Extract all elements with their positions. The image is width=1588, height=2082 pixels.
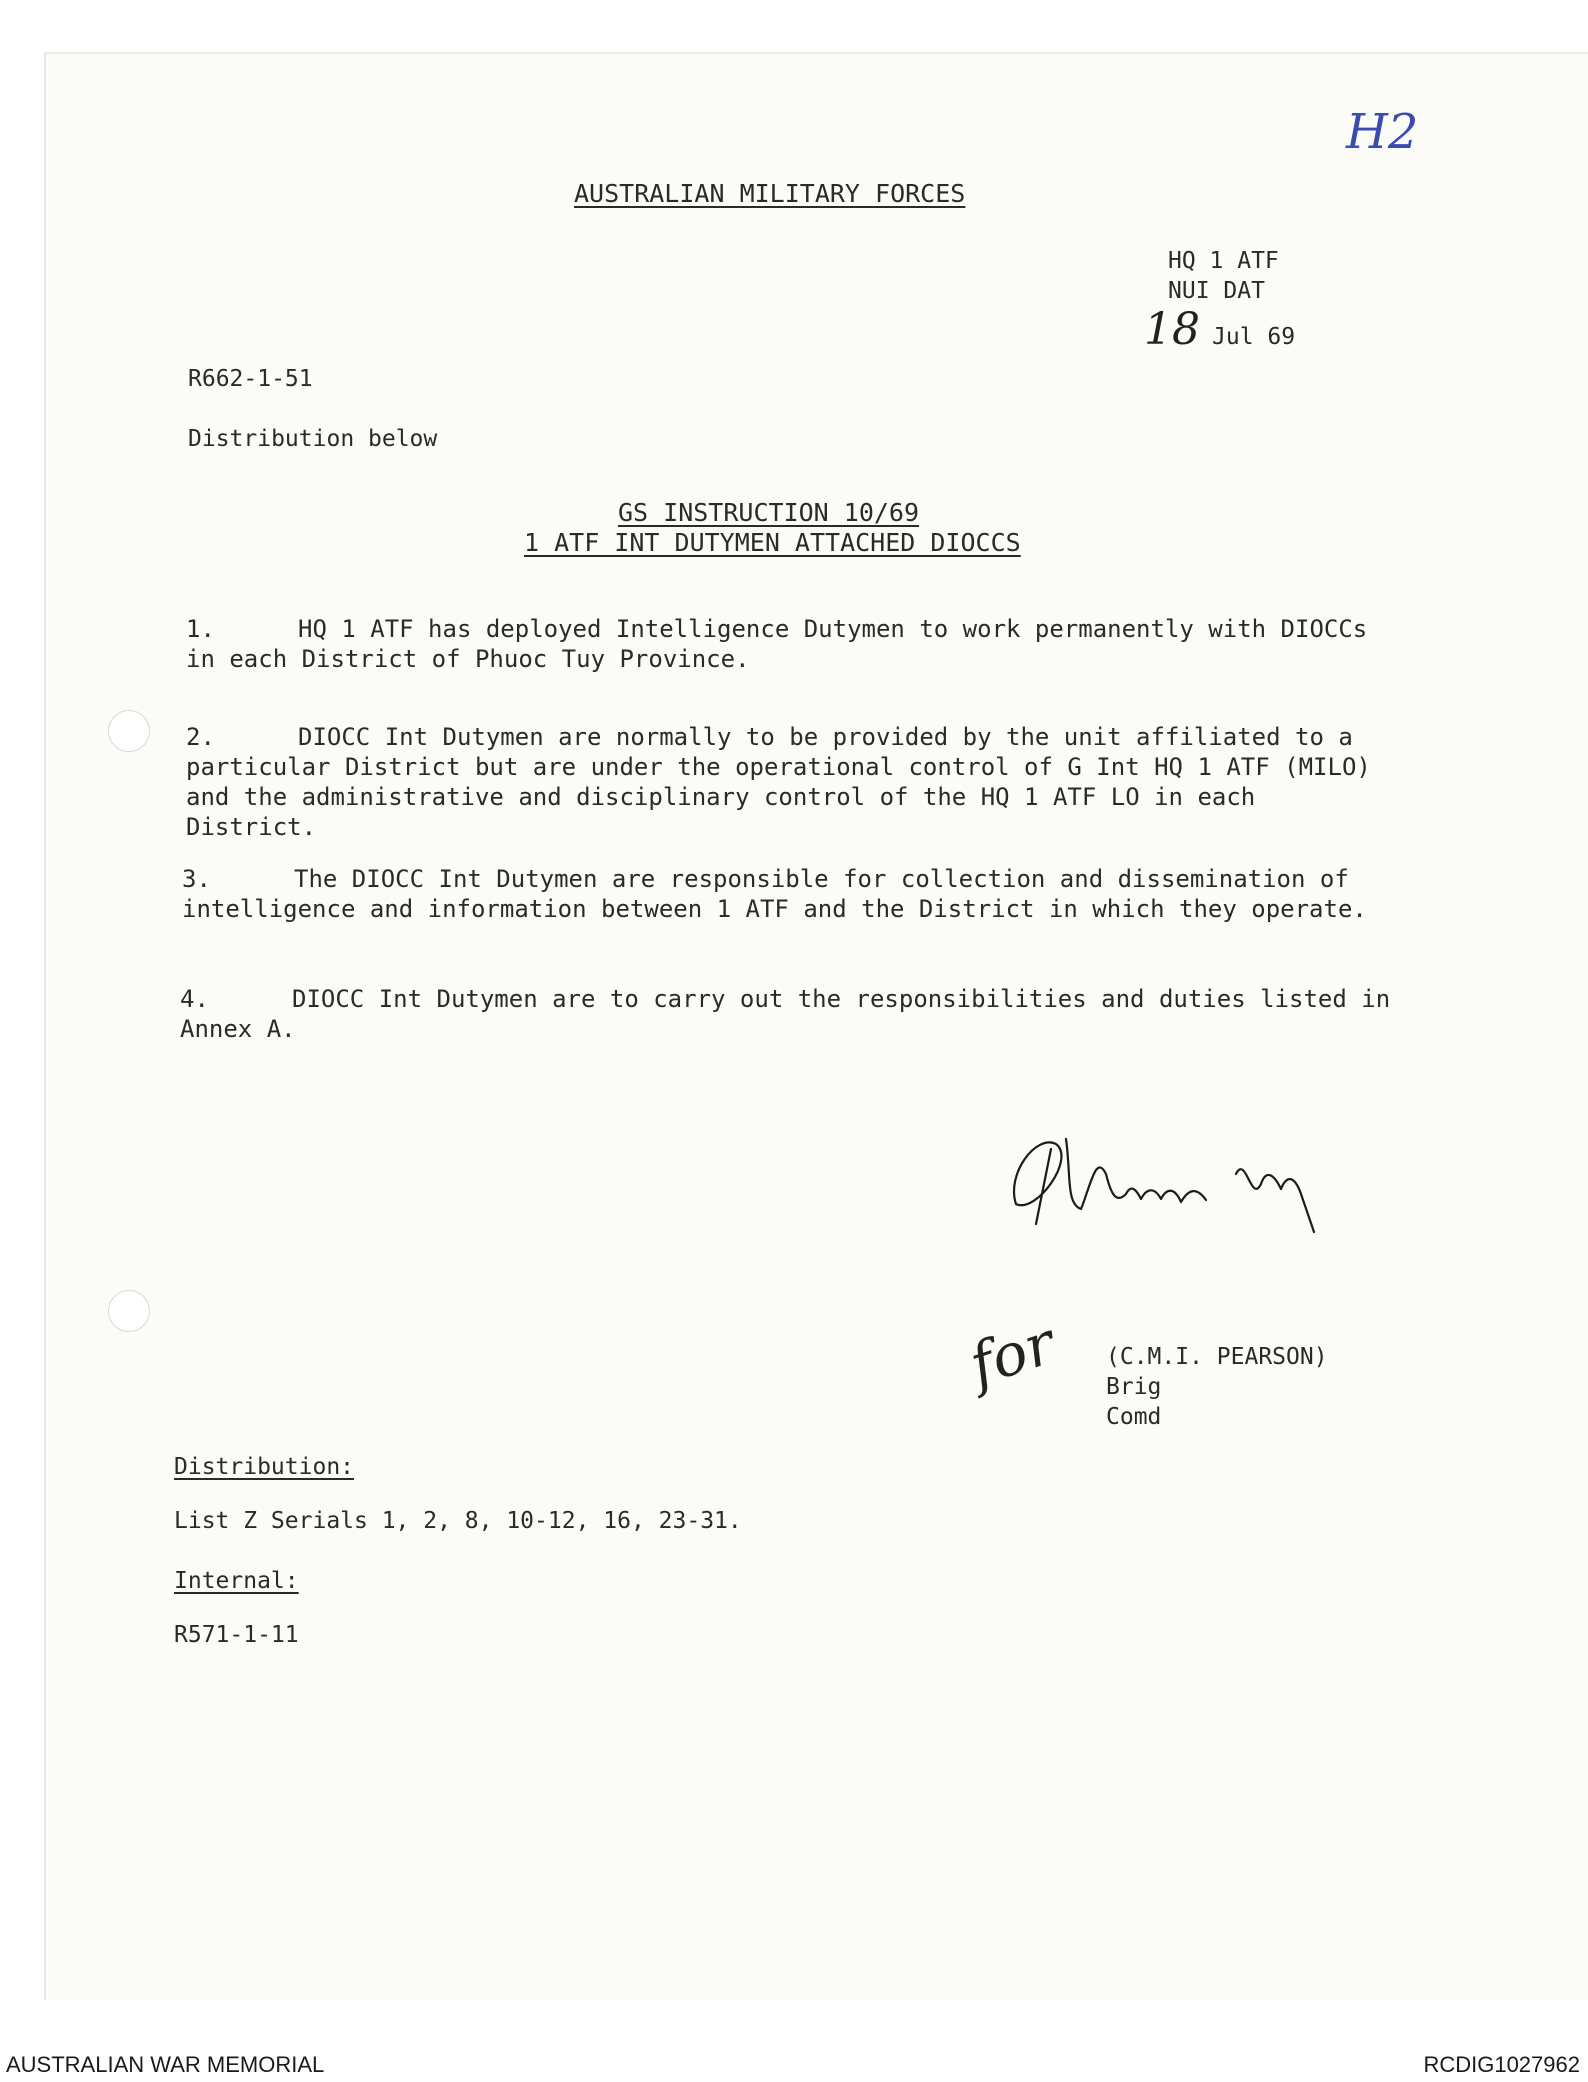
date-day-handwritten: 18: [1144, 304, 1200, 355]
punch-hole-bottom: [108, 1290, 150, 1332]
paragraph-text: The DIOCC Int Dutymen are responsible for collection and dissemination of intelligence and information between 1 ATF and the District in which they operate.: [182, 865, 1367, 923]
paragraph-number: 3.: [182, 865, 211, 893]
signatory-name: (C.M.I. PEARSON): [1106, 1344, 1328, 1370]
paragraph-1: [186, 614, 1376, 674]
paragraph-number: 4.: [180, 985, 209, 1013]
for-mark-handwritten: for: [961, 1308, 1063, 1400]
address-line-1: HQ 1 ATF: [1168, 248, 1279, 274]
paragraph-number: 1.: [186, 615, 215, 643]
paragraph-text: DIOCC Int Dutymen are to carry out the responsibilities and duties listed in Annex A.: [180, 985, 1391, 1043]
distribution-list: List Z Serials 1, 2, 8, 10-12, 16, 23-31.: [174, 1508, 742, 1534]
footer-source: AUSTRALIAN WAR MEMORIAL: [6, 2052, 325, 2077]
address-date: Jul 69: [1212, 324, 1296, 350]
page-mark-annotation: H2: [1346, 104, 1419, 160]
subject-line-1: GS INSTRUCTION 10/69: [618, 498, 920, 527]
paragraph-number: 2.: [186, 723, 215, 751]
paragraph-text: DIOCC Int Dutymen are normally to be provided by the unit affiliated to a particular District but are under the operational control of G Int HQ 1 ATF (MILO) and the administrative and disciplinary control of the HQ 1 ATF LO in each District.: [186, 723, 1371, 841]
internal-label: Internal:: [174, 1568, 299, 1594]
paragraph-4: [180, 984, 1440, 1044]
distribution-label: Distribution:: [174, 1454, 355, 1480]
distribution-note: Distribution below: [188, 426, 438, 452]
file-reference: R662-1-51: [188, 366, 313, 392]
paragraph-text: HQ 1 ATF has deployed Intelligence Dutymen to work permanently with DIOCCs in each District of Phuoc Tuy Province.: [186, 615, 1368, 673]
address-line-2: NUI DAT: [1168, 278, 1265, 304]
paragraph-2: [186, 722, 1376, 842]
signatory-rank: Brig: [1106, 1374, 1162, 1400]
signature-image: [996, 1114, 1416, 1234]
footer-id: RCDIG1027962: [1423, 2052, 1580, 2077]
document-title: AUSTRALIAN MILITARY FORCES: [574, 179, 966, 208]
paragraph-3: [182, 864, 1412, 924]
signatory-appointment: Comd: [1106, 1404, 1162, 1430]
subject-line-2: 1 ATF INT DUTYMEN ATTACHED DIOCCS: [524, 528, 1021, 557]
document-page: [44, 52, 1588, 2000]
internal-reference: R571-1-11: [174, 1622, 299, 1648]
punch-hole-top: [108, 710, 150, 752]
